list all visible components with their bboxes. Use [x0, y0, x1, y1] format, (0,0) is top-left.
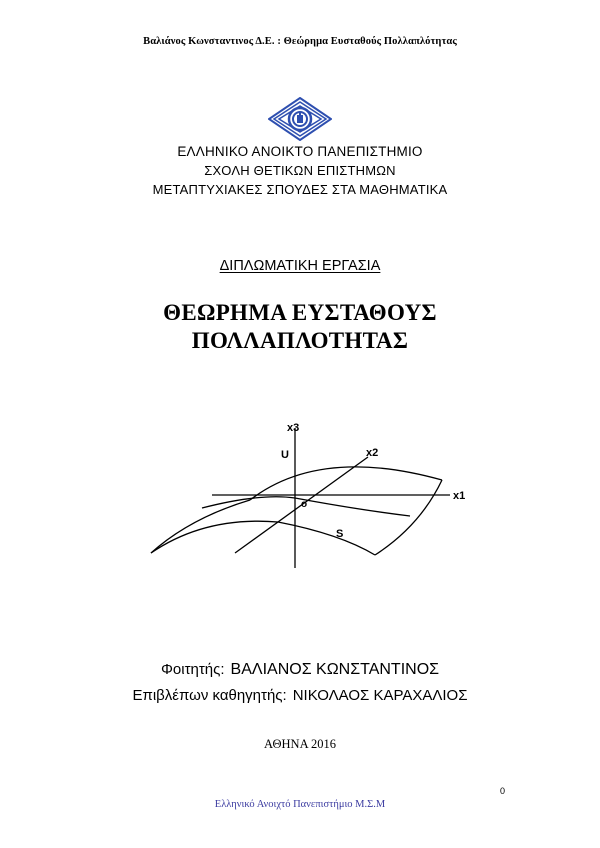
surface-right-edge — [375, 480, 442, 555]
school-name: ΣΧΟΛΗ ΘΕΤΙΚΩΝ ΕΠΙΣΤΗΜΩΝ — [204, 163, 396, 178]
place-and-year: ΑΘΗΝΑ 2016 — [263, 737, 337, 751]
student-label: Φοιτητής: — [160, 661, 225, 678]
u-label: U — [281, 449, 289, 461]
university-name: ΕΛΛΗΝΙΚΟ ΑΝΟΙΚΤΟ ΠΑΝΕΠΙΣΤΗΜΙΟ — [177, 144, 423, 159]
page-footer: Ελληνικό Ανοιχτό Πανεπιστήμιο Μ.Σ.Μ — [214, 799, 386, 810]
x2-label: x2 — [366, 447, 379, 459]
document-type: ΔΙΠΛΩΜΑΤΙΚΗ ΕΡΓΑΣΙΑ — [219, 258, 381, 274]
x1-label: x1 — [453, 490, 466, 502]
x3-label: x3 — [287, 422, 300, 434]
program-name: ΜΕΤΑΠΤΥΧΙΑΚΕΣ ΣΠΟΥΔΕΣ ΣΤΑ ΜΑΘΗΜΑΤΙΚΑ — [152, 182, 448, 197]
s-label: S — [336, 528, 344, 540]
student-line — [0, 661, 600, 679]
student-name: ΒΑΛΙΑΝΟΣ ΚΩΝΣΤΑΝΤΙΝΟΣ — [230, 661, 440, 678]
university-logo-icon — [268, 97, 332, 141]
thesis-title-line-2: ΠΟΛΛΑΠΛΟΤΗΤΑΣ — [191, 328, 409, 353]
supervisor-line — [0, 687, 600, 704]
supervisor-label: Επιβλέπων καθηγητής: — [132, 687, 287, 704]
manifold-diagram — [150, 418, 480, 583]
university-logo — [268, 97, 332, 141]
supervisor-name: ΝΙΚΟΛΑΟΣ ΚΑΡΑΧΑΛΙΟΣ — [292, 687, 468, 704]
origin-label: o — [301, 499, 308, 510]
page-number: 0 — [500, 786, 506, 796]
running-header: Βαλιάνος Κωνσταντινος Δ.Ε. : Θεώρημα Ευσταθούς Πολλαπλότητας — [143, 36, 457, 47]
surface-left-edge — [151, 500, 250, 553]
thesis-title-line-1: ΘΕΩΡΗΜΑ ΕΥΣΤΑΘΟΥΣ — [163, 300, 437, 325]
stable-manifold-figure — [150, 418, 480, 583]
